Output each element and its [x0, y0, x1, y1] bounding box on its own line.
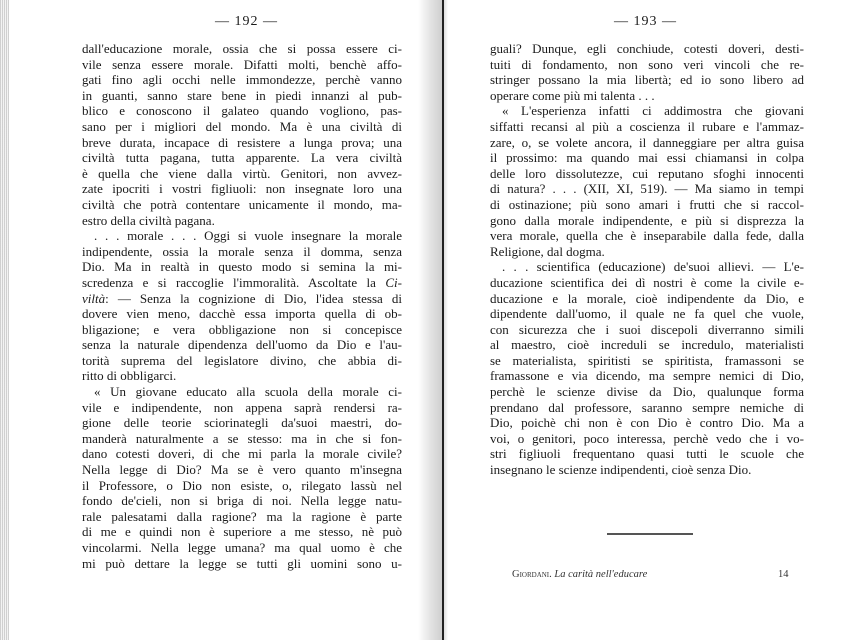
text-line: [490, 72, 804, 88]
line-text: perchè le scienze divise da Dio, qualunque forma: [490, 384, 804, 400]
text-line: [82, 322, 402, 338]
text-line: [82, 88, 402, 104]
line-text: civiltà tutta pagana, tutta apparente. La vera civiltà: [82, 150, 402, 166]
text-line: [490, 213, 804, 229]
text-line: [490, 275, 804, 291]
text-line: [82, 72, 402, 88]
text-line: [82, 462, 402, 478]
line-text: di natura? . . . (XII, XI, 519). — Ma siamo in tempi: [490, 181, 804, 197]
text-line: [82, 213, 402, 229]
line-text: gono dalla morale indipendente, e più si disprezza la: [490, 212, 804, 228]
text-line: [82, 150, 402, 166]
text-line: [82, 478, 402, 494]
text-line: [82, 181, 402, 197]
text-line: [82, 556, 402, 572]
line-text: in guanti, sanno stare bene in piedi innanzi al pub-: [82, 87, 402, 103]
line-text: voi, o genitori, poco interessa, perchè vedo che i vo-: [490, 430, 804, 446]
line-text: delle loro dissolutezze, cui reputano sfoghi innocenti: [490, 165, 804, 181]
line-text: dovere vien meno, dacchè essa importa quella di ob-: [82, 306, 402, 322]
line-text: ducazione e la morale, cioè indipendente da Dio, e: [490, 290, 804, 306]
spine-shadow-line: [442, 0, 444, 640]
line-text: con sicurezza che i suoi discepoli diverranno simili: [490, 321, 804, 337]
line-text: : — Senza la cognizione di Dio, l'idea stessa di: [105, 290, 402, 306]
line-text: guali? Dunque, egli conchiude, cotesti doveri, desti-: [490, 41, 804, 56]
left-page-text: [82, 41, 402, 571]
line-text: bligazione; e vera obbligazione non si concepisce: [82, 321, 402, 337]
text-line: [490, 384, 804, 400]
footer-title: La carità nell'educare: [554, 569, 648, 580]
line-text: framassone e via dicendo, ma sempre nemici di Dio,: [490, 368, 804, 384]
line-text: è quella che viene dalla virtù. Genitori, non avvez-: [82, 165, 402, 181]
text-line: [82, 400, 402, 416]
text-line: [82, 384, 402, 400]
line-text: il Professore, o Dio non esiste, o, rilegato lassù nel: [82, 477, 402, 493]
line-text: blico e conoscono il galateo quando vogliono, pas-: [82, 103, 402, 119]
text-line: [490, 446, 804, 462]
text-line: [490, 244, 804, 260]
footer-signature-line: [512, 569, 647, 580]
text-line: [82, 524, 402, 540]
text-line: [490, 353, 804, 369]
line-text: civiltà che potrà contentare unicamente il mondo, ma-: [82, 196, 402, 212]
footer-signature-number: 14: [778, 569, 789, 580]
text-line: [82, 509, 402, 525]
text-line: [490, 41, 804, 57]
text-line: [82, 493, 402, 509]
right-page-text: [490, 41, 804, 478]
right-page-number: — 193 —: [614, 14, 677, 29]
text-line: [490, 228, 804, 244]
line-text: Nella legge di Dio? Ma se è vero quanto m'insegna: [82, 462, 402, 478]
line-text: breve durata, incapace di resistere a lunga prova; una: [82, 134, 402, 150]
line-text: se materialista, spiritisti se spiritista, framassoni se: [490, 352, 804, 368]
text-line: [82, 415, 402, 431]
text-line: [490, 181, 804, 197]
line-text: . . . morale . . . Oggi si vuole insegnare la morale: [94, 228, 402, 244]
line-text: zare, o, se volete ancora, il danneggiare per altra guisa: [490, 134, 804, 150]
line-text: vincolarmi. Nella legge umana? ma qual uomo è che: [82, 540, 402, 555]
italic-text: viltà: [82, 290, 106, 306]
line-text: il prossimo: ma quando mai essi chiamansi in colpa: [490, 150, 804, 166]
line-text: « Un giovane educato alla scuola della morale ci-: [94, 384, 402, 400]
footer-author: Giordani.: [512, 569, 552, 580]
line-text: Dio, poichè chi non è con Dio è contro Dio. Ma a: [490, 415, 804, 431]
line-text: operare come più mi talenta . . .: [490, 87, 655, 103]
line-text: gati fino agli occhi nelle immondezze, perchè vanno: [82, 72, 402, 88]
line-text: vile e indipendente, non appena saprà rendersi ra-: [82, 399, 402, 415]
text-line: [490, 415, 804, 431]
line-text: insegnano le scienze indipendenti, cioè senza Dio.: [490, 462, 752, 478]
text-line: [490, 462, 804, 478]
text-line: [82, 306, 402, 322]
section-end-rule: [607, 533, 693, 535]
text-line: [490, 197, 804, 213]
text-line: [490, 259, 804, 275]
line-text: scredenza e si raccoglie l'immoralità. Ascoltate la: [82, 274, 386, 290]
line-text: siffatti recansi al più a coscienza il rubare e l'ammaz-: [490, 118, 804, 134]
line-text: fondo de'cieli, non si briga di noi. Nella legge natu-: [82, 493, 402, 509]
line-text: manderà naturalmente a se stesso: ma in che si fon-: [82, 430, 402, 446]
text-line: [82, 197, 402, 213]
line-text: di me e quindi non è superiore a me stesso, nè può: [82, 524, 402, 540]
line-text: senza la naturale dipendenza dell'uomo da Dio e l'au-: [82, 337, 402, 353]
text-line: [490, 400, 804, 416]
line-text: di ostinazione; più sono amari i frutti che si raccol-: [490, 196, 804, 212]
text-line: [490, 337, 804, 353]
line-text: dano cotesti doveri, di che mi parla la morale civile?: [82, 446, 402, 462]
line-text: . . . scientifica (educazione) de'suoi allievi. — L'e-: [502, 259, 804, 275]
line-text: Dio. Ma in realtà in questo modo si semina la mi-: [82, 259, 402, 275]
text-line: [490, 57, 804, 73]
text-line: [490, 431, 804, 447]
left-page-edge: [0, 0, 9, 640]
text-line: [82, 244, 402, 260]
line-text: estro della civiltà pagana.: [82, 212, 215, 228]
line-text: Religione, dal dogma.: [490, 243, 605, 259]
text-line: [82, 135, 402, 151]
text-line: [490, 306, 804, 322]
line-text: stri figliuoli frequentano quasi tutti le scuole che: [490, 446, 804, 462]
text-line: [82, 291, 402, 307]
line-text: torità suprema del legislatore divino, che abbia di-: [82, 352, 402, 368]
text-line: [490, 135, 804, 151]
line-text: gione delle teorie sciorinategli da'suoi maestri, do-: [82, 415, 402, 431]
line-text: dipendente dall'uomo, il quale ne fa quel che vuole,: [490, 306, 804, 322]
line-text: tuiti di fondamento, non sono veri vincoli che re-: [490, 56, 804, 72]
line-text: indipendente, ossia la morale senza il domma, senza: [82, 243, 402, 259]
line-text: rale palesatami dalla ragione? ma la ragione è parte: [82, 508, 402, 524]
line-text: zate ipocriti i vostri figliuoli: non insegnate loro una: [82, 181, 402, 197]
text-line: [82, 41, 402, 57]
italic-text: Ci-: [385, 274, 402, 290]
line-text: dall'educazione morale, ossia che si possa essere ci-: [82, 41, 402, 56]
text-line: [82, 57, 402, 73]
text-line: [490, 150, 804, 166]
text-line: [82, 119, 402, 135]
line-text: ritto di obbligarci.: [82, 368, 177, 384]
text-line: [82, 103, 402, 119]
text-line: [82, 353, 402, 369]
text-line: [82, 368, 402, 384]
text-line: [490, 88, 804, 104]
line-text: mi può dettare la legge se tutti gli uomini sono u-: [82, 555, 402, 571]
text-line: [490, 291, 804, 307]
line-text: al maestro, cioè increduli se incredulo, materialisti: [490, 337, 804, 353]
text-line: [490, 322, 804, 338]
text-line: [82, 540, 402, 556]
text-line: [82, 259, 402, 275]
line-text: vile senza essere morale. Difatti molti, benchè affo-: [82, 56, 402, 72]
line-text: stringer possano la mia libertà; ed io sono libero ad: [490, 72, 804, 88]
text-line: [82, 446, 402, 462]
text-line: [490, 368, 804, 384]
text-line: [82, 337, 402, 353]
text-line: [490, 103, 804, 119]
text-line: [82, 275, 402, 291]
text-line: [82, 431, 402, 447]
line-text: vera morale, quella che è inseparabile dalla fede, dalla: [490, 228, 804, 244]
text-line: [82, 228, 402, 244]
line-text: sano per i migliori del mondo. Ma è una civiltà di: [82, 118, 402, 134]
text-line: [82, 166, 402, 182]
text-line: [490, 166, 804, 182]
left-page-number: — 192 —: [215, 14, 278, 29]
line-text: « L'esperienza infatti ci addimostra che giovani: [502, 103, 804, 119]
line-text: prendano dal professore, saranno sempre nemiche di: [490, 399, 804, 415]
text-line: [490, 119, 804, 135]
line-text: ducazione scientifica dei dì nostri è come la civile e-: [490, 274, 804, 290]
